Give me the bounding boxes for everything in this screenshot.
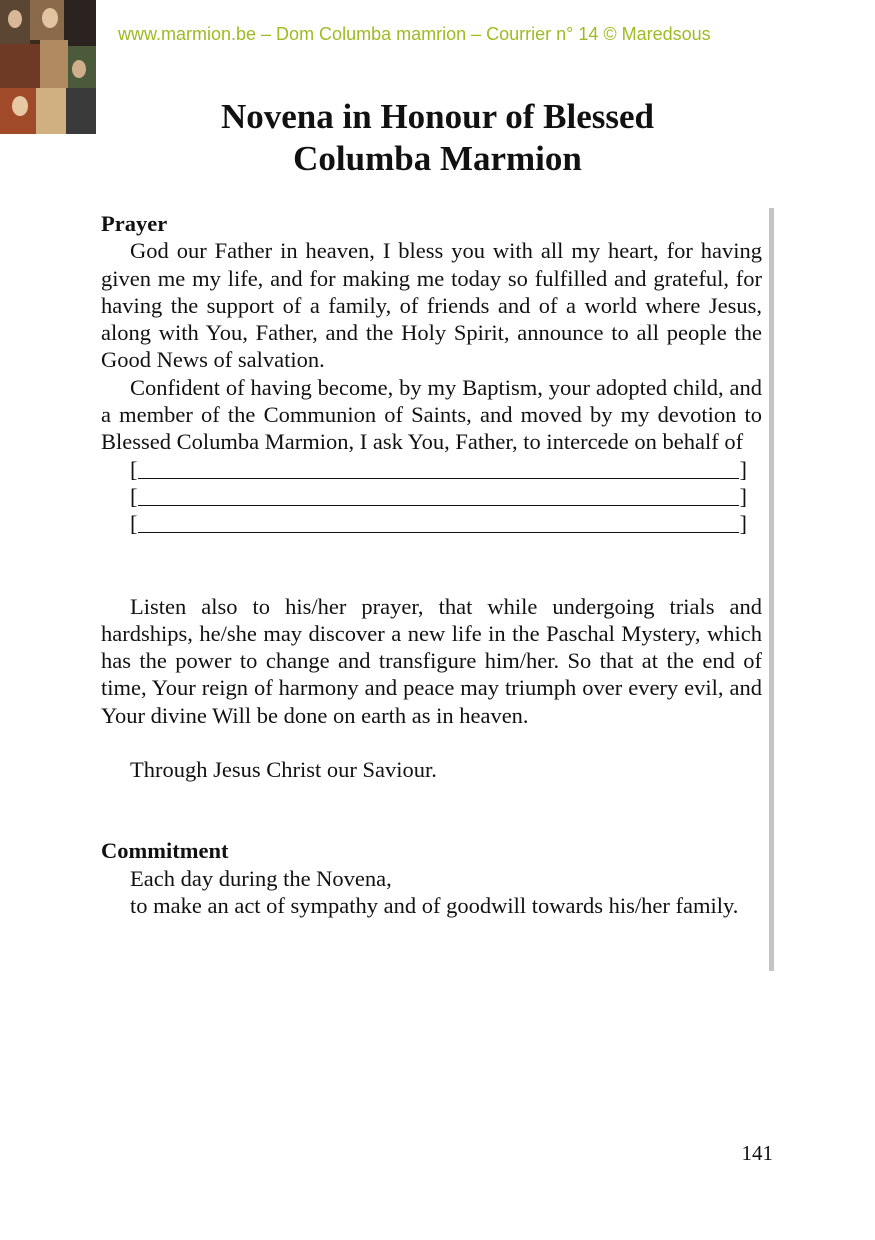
prayer-paragraph-1: God our Father in heaven, I bless you with all my heart, for having given me my life, and for making me today so fulfilled and grateful, for having the support of a family, of friends and of a world where Jesus, along with You, Father, and the Holy Spirit, announce to all people the Good News of salvation. xyxy=(101,238,762,373)
prayer-closing: Through Jesus Christ our Saviour. xyxy=(130,757,437,783)
commitment-line-2: to make an act of sympathy and of goodwill towards his/her family. xyxy=(130,892,739,918)
bracket-open: [ xyxy=(130,456,138,482)
page-title xyxy=(100,96,775,180)
blank-line xyxy=(138,532,739,533)
bracket-close: ] xyxy=(739,456,747,482)
page-number: 141 xyxy=(741,1141,773,1165)
spacer xyxy=(101,538,762,593)
bracket-close: ] xyxy=(739,511,747,537)
title-line-1: Novena in Honour of Blessed xyxy=(220,97,655,136)
spacer xyxy=(101,783,762,837)
bracket-open: [ xyxy=(130,511,138,537)
title-line-2: Columba Marmion xyxy=(293,139,582,178)
prayer-heading: Prayer xyxy=(101,211,168,236)
intention-blank-2 xyxy=(130,483,747,510)
bracket-close: ] xyxy=(739,483,747,509)
bracket-open: [ xyxy=(130,483,138,509)
blank-line xyxy=(138,505,739,506)
commitment-line-1: Each day during the Novena, xyxy=(130,865,392,891)
header-photo-collage xyxy=(0,0,96,134)
prayer-content xyxy=(101,210,762,919)
prayer-paragraph-3: Listen also to his/her prayer, that while undergoing trials and hardships, he/she may discover a new life in the Paschal Mystery, which has the power to change and transfigure him/her. So that at the end of time, Your reign of harmony and peace may triumph over every evil, and Your divine Will be done on earth as in heaven. xyxy=(101,593,762,728)
header-url-line: www.marmion.be – Dom Columba mamrion – Courrier n° 14 © Maredsous xyxy=(118,24,711,44)
commitment-heading: Commitment xyxy=(101,838,229,864)
blank-line xyxy=(138,478,739,479)
intention-blank-1 xyxy=(130,456,747,483)
prayer-paragraph-2: Confident of having become, by my Baptism, your adopted child, and a member of the Communion of Saints, and moved by my devotion to Blessed Columba Marmion, I ask You, Father, to intercede on behalf of xyxy=(101,374,762,455)
intention-blank-3 xyxy=(130,510,747,537)
side-rule xyxy=(769,208,774,971)
spacer xyxy=(101,729,762,756)
